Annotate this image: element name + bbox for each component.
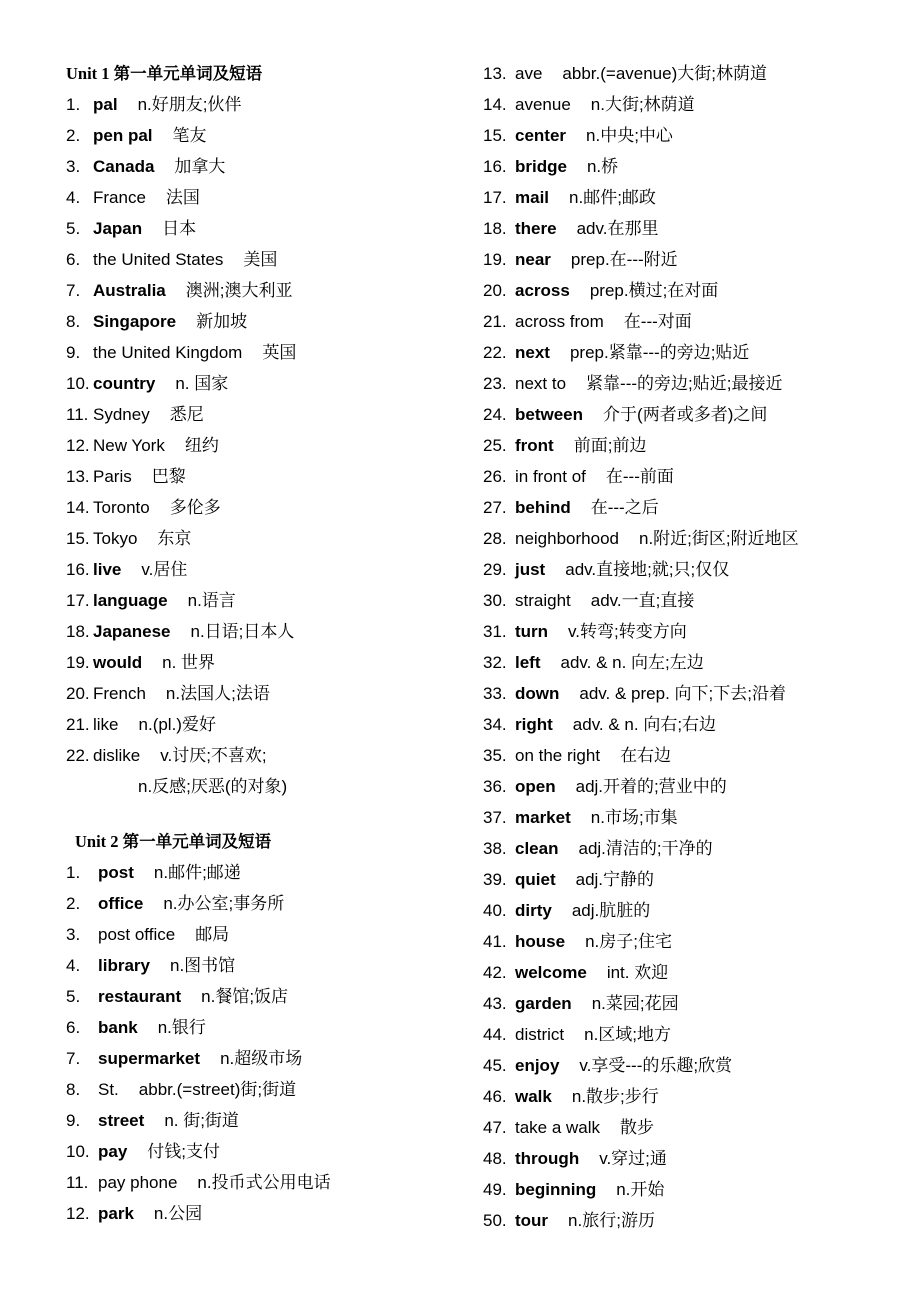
entry-word: dislike bbox=[93, 746, 141, 765]
entry-word: just bbox=[515, 560, 546, 579]
entry-meaning: n.开始 bbox=[616, 1180, 665, 1199]
vocab-entry bbox=[483, 680, 903, 711]
entry-number: 47. bbox=[483, 1118, 507, 1137]
entry-number: 17. bbox=[66, 591, 90, 610]
entry-word: Tokyo bbox=[93, 529, 138, 548]
entry-number: 12. bbox=[66, 436, 90, 455]
entry-meaning: v.享受---的乐趣;欣赏 bbox=[579, 1056, 733, 1075]
entry-meaning: v.讨厌;不喜欢; bbox=[160, 746, 267, 765]
entry-meaning: n.投币式公用电话 bbox=[197, 1173, 331, 1192]
entry-number: 9. bbox=[66, 343, 81, 362]
entry-number: 16. bbox=[66, 560, 90, 579]
entry-number: 50. bbox=[483, 1211, 507, 1230]
vocab-entry bbox=[66, 1014, 466, 1045]
entry-word: left bbox=[515, 653, 541, 672]
entry-number: 32. bbox=[483, 653, 507, 672]
entry-number: 6. bbox=[66, 1018, 81, 1037]
vocab-entry bbox=[483, 1052, 903, 1083]
entry-number: 7. bbox=[66, 281, 81, 300]
left-column bbox=[66, 60, 466, 1231]
entry-number: 15. bbox=[483, 126, 507, 145]
entry-word: Australia bbox=[93, 281, 166, 300]
entry-meaning: v.穿过;通 bbox=[599, 1149, 667, 1168]
entry-word: Sydney bbox=[93, 405, 150, 424]
vocab-entry bbox=[483, 401, 903, 432]
entry-word: mail bbox=[515, 188, 550, 207]
entry-meaning: adj.宁静的 bbox=[575, 870, 655, 889]
entry-word: center bbox=[515, 126, 567, 145]
entry-meaning: adv. & n. 向左;左边 bbox=[560, 653, 704, 672]
entry-number: 22. bbox=[483, 343, 507, 362]
entry-meaning: n.房子;住宅 bbox=[585, 932, 672, 951]
entry-word: bank bbox=[98, 1018, 138, 1037]
entry-word: there bbox=[515, 219, 557, 238]
entry-meaning: v.转弯;转变方向 bbox=[568, 622, 687, 641]
entry-word: open bbox=[515, 777, 556, 796]
entry-number: 13. bbox=[483, 64, 507, 83]
entry-word: Toronto bbox=[93, 498, 150, 517]
vocab-entry bbox=[66, 494, 466, 525]
entry-meaning: n. 世界 bbox=[162, 653, 216, 672]
entry-word: pen pal bbox=[93, 126, 153, 145]
vocab-entry bbox=[66, 1169, 466, 1200]
entry-meaning: n.附近;街区;附近地区 bbox=[638, 529, 799, 548]
entry-meaning: adv.直接地;就;只;仅仅 bbox=[565, 560, 730, 579]
vocab-entry bbox=[483, 959, 903, 990]
vocab-entry bbox=[66, 1200, 466, 1231]
vocab-entry bbox=[66, 618, 466, 649]
entry-number: 1. bbox=[66, 95, 81, 114]
vocab-entry bbox=[483, 990, 903, 1021]
vocab-entry bbox=[66, 1138, 466, 1169]
entry-meaning: 美国 bbox=[243, 250, 278, 269]
entry-number: 26. bbox=[483, 467, 507, 486]
vocab-entry bbox=[66, 1076, 466, 1107]
vocab-entry bbox=[483, 618, 903, 649]
entry-number: 4. bbox=[66, 188, 81, 207]
vocab-entry bbox=[483, 711, 903, 742]
entry-meaning: 巴黎 bbox=[151, 467, 186, 486]
vocab-entry bbox=[483, 897, 903, 928]
entry-number: 33. bbox=[483, 684, 507, 703]
entry-number: 24. bbox=[483, 405, 507, 424]
entry-meaning: n.市场;市集 bbox=[590, 808, 678, 827]
right-column bbox=[483, 60, 903, 1238]
entry-meaning: n.语言 bbox=[187, 591, 236, 610]
entry-word: St. bbox=[98, 1080, 119, 1099]
entry-number: 6. bbox=[66, 250, 81, 269]
vocab-entry bbox=[483, 494, 903, 525]
entry-word: quiet bbox=[515, 870, 556, 889]
entry-word: across bbox=[515, 281, 570, 300]
vocab-entry bbox=[483, 835, 903, 866]
entry-meaning: n.(pl.)爱好 bbox=[138, 715, 216, 734]
entry-meaning: 加拿大 bbox=[174, 157, 226, 176]
entry-meaning: n.银行 bbox=[157, 1018, 206, 1037]
entry-meaning: n.菜园;花园 bbox=[591, 994, 679, 1013]
unit1-title: Unit 1 第一单元单词及短语 bbox=[66, 64, 263, 83]
entry-word: in front of bbox=[515, 467, 586, 486]
vocab-entry bbox=[483, 556, 903, 587]
entry-word: district bbox=[515, 1025, 565, 1044]
vocab-entry bbox=[66, 921, 466, 952]
entry-meaning: 紧靠---的旁边;贴近;最接近 bbox=[586, 374, 783, 393]
vocab-entry bbox=[66, 370, 466, 401]
vocab-entry bbox=[483, 277, 903, 308]
vocab-entry bbox=[66, 680, 466, 711]
entry-number: 27. bbox=[483, 498, 507, 517]
entry-number: 28. bbox=[483, 529, 507, 548]
entry-meaning: 英国 bbox=[262, 343, 297, 362]
vocab-entry bbox=[66, 587, 466, 618]
entry-number: 8. bbox=[66, 1080, 81, 1099]
entry-word: down bbox=[515, 684, 560, 703]
entry-meaning: n.图书馆 bbox=[169, 956, 236, 975]
entry-meaning: n.好朋友;伙伴 bbox=[137, 95, 242, 114]
vocab-entry bbox=[66, 308, 466, 339]
entry-number: 10. bbox=[66, 1142, 90, 1161]
entry-number: 37. bbox=[483, 808, 507, 827]
entry-word: pay phone bbox=[98, 1173, 178, 1192]
entry-word: garden bbox=[515, 994, 572, 1013]
entry-number: 1. bbox=[66, 863, 81, 882]
entry-meaning: adv. & n. 向右;右边 bbox=[572, 715, 717, 734]
entry-number: 17. bbox=[483, 188, 507, 207]
vocab-entry bbox=[483, 1114, 903, 1145]
entry-word: avenue bbox=[515, 95, 571, 114]
entry-word: next bbox=[515, 343, 550, 362]
entry-meaning: 在---对面 bbox=[623, 312, 692, 331]
vocab-entry bbox=[483, 773, 903, 804]
vocab-entry bbox=[66, 649, 466, 680]
unit1-word-list bbox=[66, 91, 466, 773]
entry-word: restaurant bbox=[98, 987, 182, 1006]
entry-word: library bbox=[98, 956, 150, 975]
entry-meaning: 日本 bbox=[162, 219, 197, 238]
entry-meaning: 在---之后 bbox=[590, 498, 659, 517]
entry-word: Paris bbox=[93, 467, 132, 486]
entry-number: 43. bbox=[483, 994, 507, 1013]
vocab-entry bbox=[483, 184, 903, 215]
vocab-entry bbox=[483, 1145, 903, 1176]
entry-number: 39. bbox=[483, 870, 507, 889]
entry-meaning: n.餐馆;饭店 bbox=[201, 987, 289, 1006]
vocab-entry bbox=[66, 711, 466, 742]
entry-word: park bbox=[98, 1204, 134, 1223]
vocab-entry bbox=[66, 859, 466, 890]
vocab-entry bbox=[483, 1207, 903, 1238]
entry-word: the United Kingdom bbox=[93, 343, 243, 362]
entry-number: 2. bbox=[66, 894, 81, 913]
entry-meaning: n.邮件;邮递 bbox=[153, 863, 241, 882]
entry-meaning: prep.紧靠---的旁边;贴近 bbox=[569, 343, 750, 362]
vocab-entry bbox=[66, 215, 466, 246]
vocab-entry bbox=[66, 339, 466, 370]
vocab-entry bbox=[483, 463, 903, 494]
entry-meaning: adj.清洁的;干净的 bbox=[578, 839, 713, 858]
entry-meaning: adv.一直;直接 bbox=[590, 591, 695, 610]
entry-number: 31. bbox=[483, 622, 507, 641]
vocab-entry bbox=[483, 649, 903, 680]
entry-number: 10. bbox=[66, 374, 90, 393]
entry-meaning: 笔友 bbox=[172, 126, 207, 145]
entry-number: 35. bbox=[483, 746, 507, 765]
entry-meaning: 悉尼 bbox=[169, 405, 204, 424]
unit2-word-list-right bbox=[483, 60, 903, 1238]
vocab-entry bbox=[66, 277, 466, 308]
entry-meaning: n.桥 bbox=[586, 157, 619, 176]
entry-word: beginning bbox=[515, 1180, 597, 1199]
entry-word: Canada bbox=[93, 157, 155, 176]
entry-word: between bbox=[515, 405, 584, 424]
entry-meaning: 澳洲;澳大利亚 bbox=[185, 281, 293, 300]
vocab-entry bbox=[483, 153, 903, 184]
vocab-entry bbox=[66, 1045, 466, 1076]
unit1-continuation: n.反感;厌恶(的对象) bbox=[138, 777, 288, 796]
entry-word: near bbox=[515, 250, 551, 269]
entry-meaning: n.日语;日本人 bbox=[190, 622, 295, 641]
vocab-entry bbox=[483, 339, 903, 370]
vocab-entry bbox=[483, 1021, 903, 1052]
entry-word: market bbox=[515, 808, 571, 827]
entry-word: country bbox=[93, 374, 156, 393]
entry-meaning: n.邮件;邮政 bbox=[569, 188, 656, 207]
vocab-entry bbox=[483, 215, 903, 246]
entry-word: ave bbox=[515, 64, 543, 83]
entry-meaning: 多伦多 bbox=[169, 498, 221, 517]
entry-number: 3. bbox=[66, 157, 81, 176]
entry-number: 21. bbox=[483, 312, 507, 331]
entry-word: language bbox=[93, 591, 168, 610]
vocab-entry bbox=[66, 184, 466, 215]
entry-number: 4. bbox=[66, 956, 81, 975]
vocab-entry bbox=[483, 525, 903, 556]
entry-meaning: 付钱;支付 bbox=[147, 1142, 221, 1161]
entry-meaning: adj.肮脏的 bbox=[571, 901, 651, 920]
entry-word: enjoy bbox=[515, 1056, 560, 1075]
unit2-title: Unit 2 第一单元单词及短语 bbox=[75, 832, 272, 851]
entry-word: bridge bbox=[515, 157, 567, 176]
entry-number: 7. bbox=[66, 1049, 81, 1068]
entry-word: France bbox=[93, 188, 146, 207]
entry-meaning: 在---前面 bbox=[605, 467, 674, 486]
entry-meaning: 在右边 bbox=[620, 746, 672, 765]
entry-meaning: n. 街;街道 bbox=[164, 1111, 239, 1130]
vocab-entry bbox=[483, 122, 903, 153]
entry-word: post bbox=[98, 863, 134, 882]
vocab-entry bbox=[483, 91, 903, 122]
entry-word: post office bbox=[98, 925, 176, 944]
entry-number: 8. bbox=[66, 312, 81, 331]
entry-word: neighborhood bbox=[515, 529, 619, 548]
entry-word: office bbox=[98, 894, 144, 913]
vocab-entry bbox=[483, 928, 903, 959]
entry-word: pal bbox=[93, 95, 118, 114]
vocab-entry bbox=[66, 742, 466, 773]
vocab-entry bbox=[66, 1107, 466, 1138]
entry-number: 29. bbox=[483, 560, 507, 579]
vocab-entry bbox=[66, 122, 466, 153]
entry-number: 30. bbox=[483, 591, 507, 610]
entry-number: 20. bbox=[66, 684, 90, 703]
entry-number: 11. bbox=[66, 405, 89, 424]
entry-word: tour bbox=[515, 1211, 549, 1230]
entry-number: 16. bbox=[483, 157, 507, 176]
entry-number: 14. bbox=[66, 498, 90, 517]
entry-meaning: abbr.(=street)街;街道 bbox=[138, 1080, 297, 1099]
entry-meaning: n.法国人;法语 bbox=[165, 684, 270, 703]
entry-number: 19. bbox=[66, 653, 90, 672]
entry-number: 42. bbox=[483, 963, 507, 982]
unit2-word-list-left bbox=[66, 859, 466, 1231]
entry-number: 15. bbox=[66, 529, 90, 548]
entry-number: 2. bbox=[66, 126, 81, 145]
entry-word: turn bbox=[515, 622, 549, 641]
entry-word: clean bbox=[515, 839, 559, 858]
entry-word: behind bbox=[515, 498, 571, 517]
entry-word: front bbox=[515, 436, 554, 455]
entry-meaning: n.超级市场 bbox=[220, 1049, 303, 1068]
entry-meaning: n. 国家 bbox=[175, 374, 229, 393]
entry-number: 41. bbox=[483, 932, 507, 951]
vocab-entry bbox=[66, 432, 466, 463]
entry-word: right bbox=[515, 715, 553, 734]
entry-word: pay bbox=[98, 1142, 128, 1161]
entry-meaning: 介于(两者或多者)之间 bbox=[603, 405, 768, 424]
vocab-entry bbox=[483, 587, 903, 618]
entry-number: 5. bbox=[66, 987, 81, 1006]
entry-number: 40. bbox=[483, 901, 507, 920]
vocab-entry bbox=[483, 1083, 903, 1114]
entry-number: 22. bbox=[66, 746, 90, 765]
entry-number: 5. bbox=[66, 219, 81, 238]
vocab-entry bbox=[483, 804, 903, 835]
entry-word: on the right bbox=[515, 746, 601, 765]
entry-number: 21. bbox=[66, 715, 90, 734]
entry-number: 34. bbox=[483, 715, 507, 734]
entry-number: 45. bbox=[483, 1056, 507, 1075]
entry-word: Singapore bbox=[93, 312, 177, 331]
entry-meaning: n.中央;中心 bbox=[586, 126, 673, 145]
vocab-entry bbox=[483, 370, 903, 401]
vocab-entry bbox=[66, 525, 466, 556]
entry-number: 23. bbox=[483, 374, 507, 393]
entry-meaning: int. 欢迎 bbox=[606, 963, 669, 982]
entry-word: welcome bbox=[515, 963, 587, 982]
entry-number: 25. bbox=[483, 436, 507, 455]
entry-meaning: v.居住 bbox=[141, 560, 188, 579]
entry-number: 13. bbox=[66, 467, 90, 486]
entry-word: New York bbox=[93, 436, 165, 455]
vocab-entry bbox=[483, 246, 903, 277]
entry-meaning: 新加坡 bbox=[196, 312, 248, 331]
vocab-entry bbox=[483, 60, 903, 91]
entry-word: across from bbox=[515, 312, 604, 331]
entry-word: dirty bbox=[515, 901, 552, 920]
entry-number: 48. bbox=[483, 1149, 507, 1168]
vocab-entry bbox=[66, 401, 466, 432]
entry-word: Japan bbox=[93, 219, 143, 238]
vocab-entry bbox=[66, 91, 466, 122]
entry-number: 20. bbox=[483, 281, 507, 300]
entry-word: house bbox=[515, 932, 566, 951]
entry-meaning: n.公园 bbox=[153, 1204, 203, 1223]
entry-word: straight bbox=[515, 591, 571, 610]
entry-number: 19. bbox=[483, 250, 507, 269]
entry-word: would bbox=[93, 653, 143, 672]
entry-word: live bbox=[93, 560, 122, 579]
entry-number: 36. bbox=[483, 777, 507, 796]
vocab-entry bbox=[483, 308, 903, 339]
entry-meaning: 法国 bbox=[165, 188, 200, 207]
entry-word: Japanese bbox=[93, 622, 171, 641]
vocab-entry bbox=[483, 432, 903, 463]
entry-number: 12. bbox=[66, 1204, 90, 1223]
entry-meaning: 前面;前边 bbox=[573, 436, 647, 455]
entry-word: take a walk bbox=[515, 1118, 601, 1137]
entry-number: 49. bbox=[483, 1180, 507, 1199]
entry-word: street bbox=[98, 1111, 145, 1130]
entry-number: 38. bbox=[483, 839, 507, 858]
vocab-entry bbox=[66, 890, 466, 921]
vocab-entry bbox=[66, 556, 466, 587]
entry-word: through bbox=[515, 1149, 580, 1168]
entry-meaning: prep.在---附近 bbox=[570, 250, 678, 269]
entry-meaning: n.散步;步行 bbox=[571, 1087, 659, 1106]
entry-number: 14. bbox=[483, 95, 507, 114]
entry-word: walk bbox=[515, 1087, 552, 1106]
vocab-entry bbox=[66, 153, 466, 184]
entry-meaning: n.区域;地方 bbox=[584, 1025, 672, 1044]
entry-word: supermarket bbox=[98, 1049, 201, 1068]
entry-meaning: 东京 bbox=[157, 529, 192, 548]
vocab-entry bbox=[66, 246, 466, 277]
entry-meaning: 纽约 bbox=[184, 436, 219, 455]
entry-meaning: adj.开着的;营业中的 bbox=[575, 777, 727, 796]
vocab-entry bbox=[66, 983, 466, 1014]
entry-word: French bbox=[93, 684, 146, 703]
entry-number: 11. bbox=[66, 1173, 89, 1192]
vocab-entry bbox=[66, 952, 466, 983]
entry-meaning: 散步 bbox=[620, 1118, 655, 1137]
entry-word: next to bbox=[515, 374, 567, 393]
entry-number: 18. bbox=[66, 622, 90, 641]
entry-meaning: adv. & prep. 向下;下去;沿着 bbox=[579, 684, 786, 703]
entry-number: 18. bbox=[483, 219, 507, 238]
entry-meaning: 邮局 bbox=[195, 925, 230, 944]
entry-meaning: prep.横过;在对面 bbox=[589, 281, 719, 300]
vocab-entry bbox=[483, 1176, 903, 1207]
entry-meaning: n.旅行;游历 bbox=[568, 1211, 655, 1230]
entry-meaning: n.办公室;事务所 bbox=[163, 894, 285, 913]
entry-number: 3. bbox=[66, 925, 81, 944]
vocab-entry bbox=[483, 866, 903, 897]
entry-number: 44. bbox=[483, 1025, 507, 1044]
entry-word: the United States bbox=[93, 250, 224, 269]
vocab-entry bbox=[483, 742, 903, 773]
entry-word: like bbox=[93, 715, 119, 734]
entry-number: 9. bbox=[66, 1111, 81, 1130]
entry-meaning: n.大街;林荫道 bbox=[590, 95, 695, 114]
entry-number: 46. bbox=[483, 1087, 507, 1106]
entry-meaning: abbr.(=avenue)大街;林荫道 bbox=[562, 64, 767, 83]
vocab-entry bbox=[66, 463, 466, 494]
entry-meaning: adv.在那里 bbox=[576, 219, 659, 238]
